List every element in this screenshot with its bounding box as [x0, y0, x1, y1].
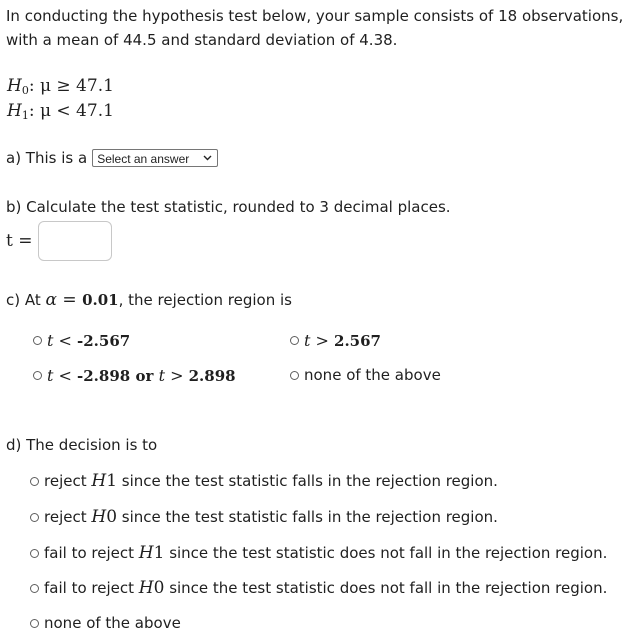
alt-hypothesis-symbol: H — [7, 101, 22, 121]
alternative-hypothesis — [7, 101, 114, 126]
decision-text: none of the above — [44, 614, 181, 632]
decision-pre: fail to reject — [44, 579, 139, 597]
rejection-option-none[interactable] — [290, 366, 441, 384]
null-hypothesis-subscript: 0 — [21, 84, 29, 97]
rejection-option-two-tail[interactable] — [33, 366, 236, 385]
option-relation-1: < — [53, 366, 78, 385]
option-relation-2: > — [165, 366, 189, 385]
option-relation: > — [310, 331, 335, 350]
option-var-2: t — [158, 366, 166, 385]
decision-subscript: 1 — [106, 471, 118, 491]
option-relation: < — [53, 331, 78, 350]
alt-hypothesis-subscript: 1 — [21, 109, 29, 122]
radio-button[interactable] — [30, 619, 39, 628]
decision-post: since the test statistic does not fall in the rejection region. — [164, 579, 608, 597]
radio-button[interactable] — [33, 336, 42, 345]
null-hypothesis-symbol: H — [7, 76, 22, 96]
part-b-prompt: b) Calculate the test statistic, rounded to 3 decimal places. — [6, 198, 451, 216]
alpha-symbol: α — [45, 290, 58, 310]
problem-statement: In conducting the hypothesis test below, your sample consists of 18 observations, with a mean of 44.5 and standard deviation of 4.38. — [6, 7, 624, 49]
decision-option-fail-reject-h0[interactable] — [30, 578, 607, 598]
decision-option-reject-h0[interactable] — [30, 507, 498, 527]
decision-pre: fail to reject — [44, 544, 139, 562]
test-statistic-row — [6, 221, 112, 261]
part-a — [6, 149, 218, 167]
radio-button[interactable] — [33, 371, 42, 380]
part-c-suffix: , the rejection region is — [118, 291, 292, 309]
decision-post: since the test statistic does not fall in the rejection region. — [164, 544, 608, 562]
decision-option-none[interactable] — [30, 614, 181, 632]
decision-pre: reject — [44, 508, 92, 526]
test-statistic-input[interactable] — [38, 221, 112, 261]
decision-post: since the test statistic falls in the rejection region. — [117, 472, 498, 490]
radio-button[interactable] — [290, 336, 299, 345]
decision-symbol: H — [138, 543, 154, 563]
option-var: t — [47, 331, 54, 350]
test-type-select-value: Select an answer — [97, 152, 190, 166]
option-value: -2.567 — [77, 331, 131, 350]
option-or: or — [130, 366, 159, 385]
decision-option-reject-h1[interactable] — [30, 471, 498, 491]
option-value-1: -2.898 — [77, 366, 131, 385]
part-c-prompt — [6, 290, 292, 310]
option-value-2: 2.898 — [188, 366, 236, 385]
decision-subscript: 0 — [106, 507, 118, 527]
radio-button[interactable] — [30, 549, 39, 558]
decision-symbol: H — [138, 578, 154, 598]
decision-post: since the test statistic falls in the rejection region. — [117, 508, 498, 526]
radio-button[interactable] — [30, 513, 39, 522]
option-text: none of the above — [304, 366, 441, 384]
test-statistic-label: t = — [6, 231, 33, 251]
rejection-option-right-tail[interactable] — [290, 331, 381, 350]
null-hypothesis — [7, 76, 114, 101]
test-type-select[interactable] — [92, 149, 218, 167]
option-var: t — [304, 331, 311, 350]
alpha-value: 0.01 — [82, 291, 119, 309]
alpha-equals: = — [57, 290, 83, 310]
option-var-1: t — [47, 366, 54, 385]
part-c-prefix: c) At — [6, 291, 41, 309]
radio-button[interactable] — [290, 371, 299, 380]
decision-pre: reject — [44, 472, 92, 490]
part-a-label: a) This is a — [6, 149, 88, 167]
decision-symbol: H — [91, 507, 107, 527]
chevron-down-icon — [203, 155, 212, 161]
alt-hypothesis-relation: : μ < 47.1 — [28, 101, 114, 121]
decision-option-fail-reject-h1[interactable] — [30, 543, 607, 563]
rejection-option-left-tail[interactable] — [33, 331, 130, 350]
option-value: 2.567 — [334, 331, 381, 350]
decision-subscript: 1 — [153, 543, 165, 563]
radio-button[interactable] — [30, 477, 39, 486]
radio-button[interactable] — [30, 584, 39, 593]
decision-symbol: H — [91, 471, 107, 491]
decision-subscript: 0 — [153, 578, 165, 598]
null-hypothesis-relation: : μ ≥ 47.1 — [28, 76, 114, 96]
part-d-title: d) The decision is to — [6, 436, 158, 454]
